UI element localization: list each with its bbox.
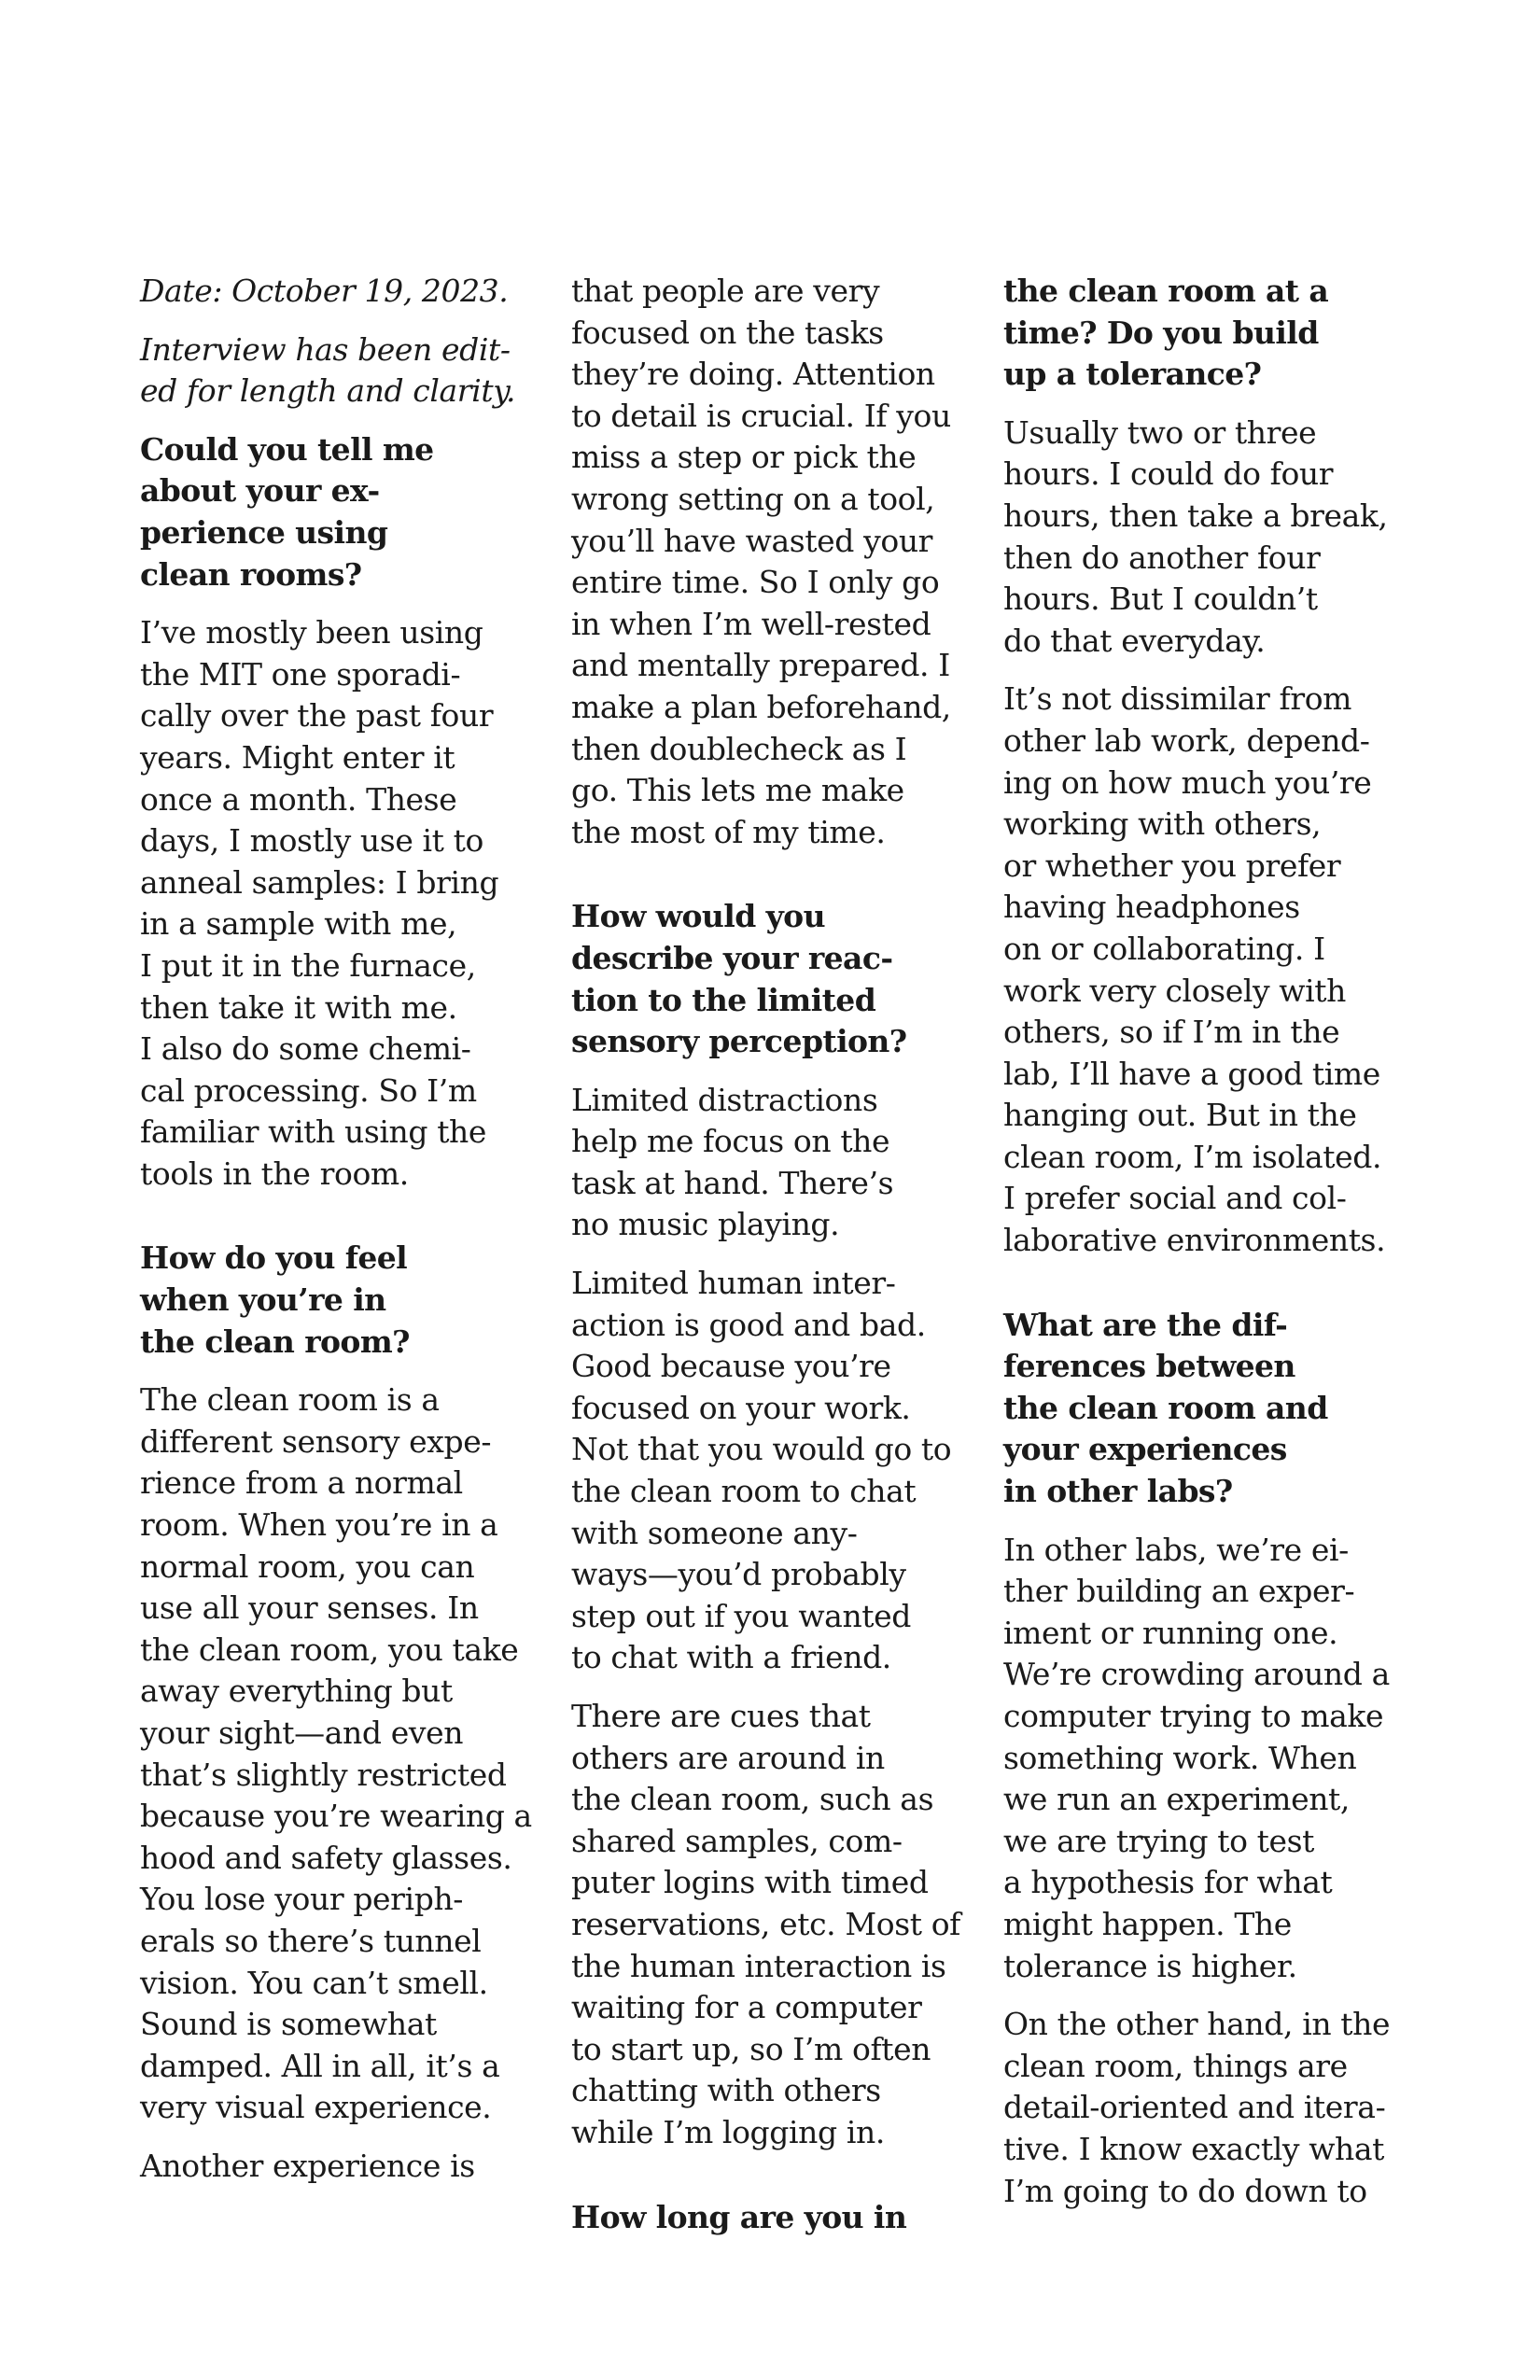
text-line: How do you feel (140, 1239, 408, 1277)
text-line: others are around in (571, 1739, 885, 1776)
text-line: when you’re in (140, 1281, 386, 1319)
text-line: something work. When (1003, 1739, 1357, 1776)
text-line: to chat with a friend. (571, 1639, 891, 1676)
text-line: tools in the room. (140, 1155, 409, 1192)
text-line: ther building an exper- (1003, 1573, 1355, 1610)
text-line: In other labs, we’re ei- (1003, 1531, 1349, 1568)
text-line: time? Do you build (1003, 314, 1319, 351)
text-line: waiting for a computer (571, 1989, 922, 2026)
interview-meta (140, 271, 532, 313)
column-middle (571, 271, 963, 2255)
text-line: The clean room is a (140, 1381, 440, 1419)
answer-paragraph (140, 1379, 532, 2129)
text-line: might happen. The (1003, 1905, 1292, 1942)
text-line: tolerance is higher. (1003, 1947, 1297, 1984)
text-line: go. This lets me make (571, 772, 904, 809)
text-line: room. When you’re in a (140, 1506, 498, 1544)
text-line: shared samples, com- (571, 1822, 903, 1859)
text-line: ways—you’d probably (571, 1556, 906, 1593)
text-line: Usually two or three (1003, 413, 1317, 451)
text-line: the clean room, you take (140, 1631, 519, 1668)
text-line: up a tolerance? (1003, 356, 1262, 393)
text-line: different sensory expe- (140, 1422, 492, 1460)
text-line: in a sample with me, (140, 905, 457, 943)
text-line: we are trying to test (1003, 1822, 1315, 1859)
text-line: the clean room and (1003, 1389, 1328, 1426)
interview-question (140, 429, 532, 595)
text-line: task at hand. There’s (571, 1164, 894, 1201)
text-line: about your ex- (140, 472, 380, 510)
text-line: hood and safety glasses. (140, 1839, 512, 1876)
text-line: other lab work, depend- (1003, 721, 1370, 759)
column-right (1003, 271, 1395, 2229)
text-line: tion to the limited (571, 981, 876, 1018)
text-line: ing on how much you’re (1003, 763, 1372, 801)
text-line: then do another four (1003, 539, 1321, 576)
text-line: hours. I could do four (1003, 455, 1334, 493)
answer-paragraph (1003, 679, 1395, 1261)
text-line: working with others, (1003, 805, 1322, 843)
interview-question (1003, 271, 1395, 396)
text-line: the clean room at a (1003, 273, 1329, 309)
text-line: I’m going to do down to (1003, 2172, 1367, 2209)
answer-paragraph (571, 1263, 963, 1679)
interview-meta (140, 329, 532, 413)
interview-question (571, 2197, 963, 2239)
text-line: step out if you wanted (571, 1597, 912, 1634)
text-line: focused on the tasks (571, 314, 884, 351)
text-line: vision. You can’t smell. (140, 1964, 488, 2001)
text-line: your experiences (1003, 1431, 1287, 1468)
text-line: I’ve mostly been using (140, 614, 483, 651)
text-line: sensory perception? (571, 1023, 907, 1060)
text-line: use all your senses. In (140, 1589, 479, 1627)
text-line: while I’m logging in. (571, 2113, 885, 2150)
text-line: detail-oriented and itera- (1003, 2089, 1386, 2126)
text-line: familiar with using the (140, 1113, 487, 1151)
answer-paragraph (1003, 1530, 1395, 1988)
text-line: away everything but (140, 1673, 453, 1710)
text-line: hours. But I couldn’t (1003, 581, 1318, 618)
interview-question (571, 896, 963, 1062)
text-line: I prefer social and col- (1003, 1180, 1347, 1217)
text-line: Interview has been edit- (140, 330, 511, 368)
text-line: chatting with others (571, 2072, 881, 2109)
text-line: clean room, I’m isolated. (1003, 1138, 1382, 1175)
text-line: Another experience is (140, 2147, 475, 2184)
text-line: on or collaborating. I (1003, 930, 1325, 967)
text-line: It’s not dissimilar from (1003, 680, 1352, 718)
text-line: anneal samples: I bring (140, 863, 499, 901)
text-line: Could you tell me (140, 430, 434, 468)
text-line: work very closely with (1003, 972, 1347, 1009)
text-line: erals so there’s tunnel (140, 1922, 482, 1959)
text-line: because you’re wearing a (140, 1798, 532, 1835)
text-line: very visual experience. (140, 2089, 492, 2126)
text-line: your sight—and even (140, 1715, 464, 1751)
text-line: and mentally prepared. I (571, 647, 950, 684)
text-line: I put it in the furnace, (140, 946, 476, 984)
interview-question (140, 1238, 532, 1363)
text-line: There are cues that (571, 1698, 871, 1734)
text-line: Sound is somewhat (140, 2006, 437, 2043)
text-line: How would you (571, 898, 825, 935)
text-line: others, so if I’m in the (1003, 1014, 1340, 1051)
text-line: iment or running one. (1003, 1614, 1338, 1651)
text-line: a hypothesis for what (1003, 1864, 1333, 1901)
text-line: I also do some chemi- (140, 1030, 471, 1068)
text-line: Not that you would go to (571, 1431, 952, 1468)
text-line: perience using (140, 513, 388, 551)
answer-paragraph (1003, 2004, 1395, 2212)
text-line: damped. All in all, it’s a (140, 2047, 500, 2084)
text-line: miss a step or pick the (571, 439, 917, 476)
text-line: describe your reac- (571, 939, 893, 976)
text-line: laborative environments. (1003, 1222, 1386, 1259)
text-line: We’re crowding around a (1003, 1656, 1390, 1693)
text-line: clean rooms? (140, 555, 362, 593)
text-line: the MIT one sporadi- (140, 655, 461, 693)
text-line: the clean room to chat (571, 1473, 917, 1510)
text-line: then take it with me. (140, 988, 457, 1026)
text-line: action is good and bad. (571, 1306, 926, 1343)
text-line: cally over the past four (140, 697, 494, 735)
text-line: rience from a normal (140, 1464, 463, 1502)
text-line: wrong setting on a tool, (571, 480, 935, 517)
text-line: no music playing. (571, 1206, 840, 1243)
text-line: do that everyday. (1003, 622, 1266, 659)
text-line: normal room, you can (140, 1547, 475, 1585)
text-line: focused on your work. (571, 1389, 911, 1426)
text-line: On the other hand, in the (1003, 2006, 1391, 2043)
text-line: reservations, etc. Most of (571, 1905, 960, 1942)
text-line: clean room, things are (1003, 2047, 1348, 2084)
text-line: that people are very (571, 273, 880, 309)
text-line: then doublecheck as I (571, 730, 907, 767)
text-line: make a plan beforehand, (571, 688, 951, 725)
text-line: with someone any- (571, 1514, 858, 1551)
text-line: days, I mostly use it to (140, 822, 483, 860)
text-line: having headphones (1003, 889, 1300, 926)
text-line: we run an experiment, (1003, 1781, 1351, 1818)
text-line: hanging out. But in the (1003, 1097, 1357, 1134)
text-line: or whether you prefer (1003, 847, 1341, 884)
text-line: Date: October 19, 2023. (140, 273, 509, 309)
text-line: in when I’m well-rested (571, 605, 931, 642)
text-line: the clean room? (140, 1323, 410, 1360)
interview-question (1003, 1305, 1395, 1513)
column-left (140, 271, 532, 2205)
text-line: hours, then take a break, (1003, 497, 1388, 534)
text-line: to detail is crucial. If you (571, 397, 951, 434)
answer-paragraph (571, 1696, 963, 2154)
text-line: ferences between (1003, 1348, 1295, 1385)
text-line: tive. I know exactly what (1003, 2130, 1385, 2167)
text-line: Limited human inter- (571, 1265, 896, 1302)
text-line: entire time. So I only go (571, 564, 940, 601)
text-line: cal processing. So I’m (140, 1071, 477, 1109)
answer-paragraph (571, 271, 963, 853)
text-line: the human interaction is (571, 1947, 946, 1984)
text-line: puter logins with timed (571, 1864, 929, 1901)
text-line: Good because you’re (571, 1348, 891, 1385)
text-line: You lose your periph- (140, 1881, 464, 1918)
text-line: that’s slightly restricted (140, 1756, 507, 1793)
text-line: How long are you in (571, 2198, 907, 2235)
answer-paragraph (140, 612, 532, 1195)
text-line: they’re doing. Attention (571, 356, 935, 393)
text-line: in other labs? (1003, 1473, 1233, 1510)
text-line: the clean room, such as (571, 1781, 934, 1818)
text-line: the most of my time. (571, 813, 886, 850)
text-line: computer trying to make (1003, 1698, 1384, 1734)
text-line: once a month. These (140, 780, 457, 818)
answer-paragraph (571, 1080, 963, 1246)
text-line: ed for length and clarity. (140, 372, 516, 410)
text-line: What are the dif- (1003, 1306, 1288, 1343)
answer-paragraph (1003, 413, 1395, 663)
text-line: help me focus on the (571, 1123, 890, 1160)
text-line: you’ll have wasted your (571, 522, 933, 559)
answer-paragraph (140, 2146, 532, 2188)
text-line: Limited distractions (571, 1081, 878, 1118)
text-line: lab, I’ll have a good time (1003, 1055, 1380, 1092)
text-line: to start up, so I’m often (571, 2030, 931, 2067)
text-line: years. Might enter it (140, 738, 455, 776)
